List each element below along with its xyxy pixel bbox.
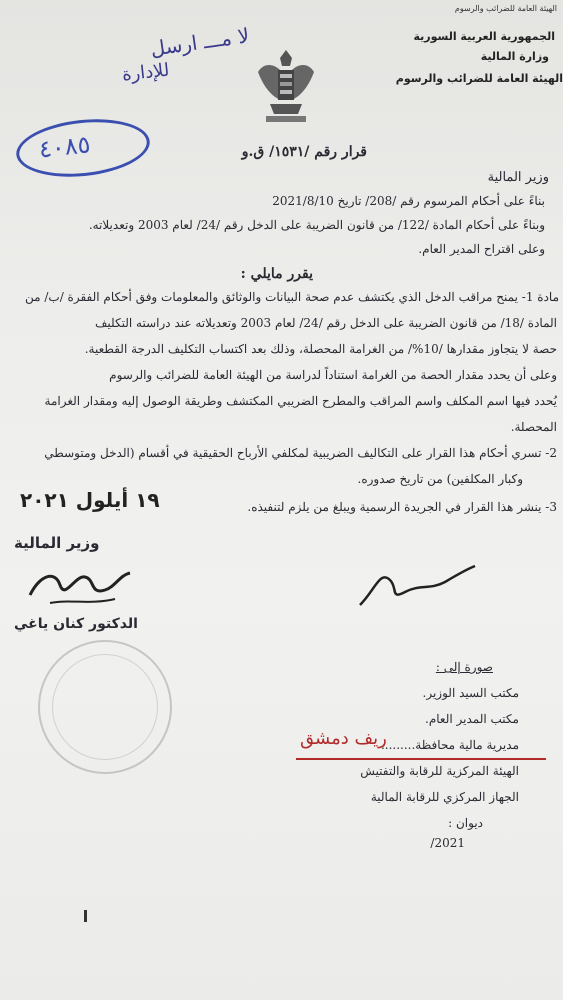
article-1-line-5: يُحدد فيها اسم المكلف واسم المراقب والمطرح الضريبي المكتشف وطريقة الوصول إليه ومقدار الغرامة	[44, 394, 557, 408]
copies-heading: صورة إلى :	[435, 660, 493, 674]
article-1-line-6: المحصلة.	[510, 420, 557, 434]
copy-item-6: ديوان :	[448, 816, 483, 830]
copy-item-1: مكتب السيد الوزير.	[422, 686, 519, 700]
second-signature-icon	[350, 560, 480, 620]
handwritten-note-2: للإدارة	[121, 59, 171, 86]
handwritten-note-1: لا مـــ ارسل	[148, 23, 251, 61]
issuer-title: وزير المالية	[487, 170, 549, 185]
article-2-line-2: وكبار المكلفين) من تاريخ صدوره.	[357, 472, 523, 486]
basis-line-2: وبناءً على أحكام المادة /122/ من قانون الضريبة على الدخل رقم /24/ لعام 2003 وتعديلاته.	[88, 218, 545, 232]
red-underline	[296, 758, 546, 760]
basis-line-3: وعلى اقتراح المدير العام.	[418, 242, 545, 256]
copy-item-5: الجهاز المركزي للرقابة المالية	[370, 790, 519, 804]
copy-item-3: مديرية مالية محافظة.........	[380, 738, 519, 752]
copy-item-7: 2021/	[430, 836, 465, 850]
letterhead-top-small: الهيئة العامة للضرائب والرسوم	[454, 4, 557, 13]
signatory-name: الدكتور كنان ياغي	[14, 616, 138, 632]
article-3-line-1: 3- ينشر هذا القرار في الجريدة الرسمية ويبلغ من يلزم لتنفيذه.	[247, 500, 557, 514]
handwritten-date: ١٩ أيلول ٢٠٢١	[20, 488, 160, 512]
signatory-title: وزير المالية	[14, 534, 100, 552]
copy-item-4: الهيئة المركزية للرقابة والتفتيش	[360, 764, 519, 778]
decides-heading: يقرر مايلي :	[240, 266, 313, 282]
ink-mark	[84, 910, 87, 922]
decision-number: قرار رقم /١٥٣١/ ق.و	[241, 144, 367, 160]
article-2-line-1: 2- تسري أحكام هذا القرار على التكاليف الضريبية لمكلفي الأرباح الحقيقية في أقسام (الدخل ومتوسطي	[44, 446, 557, 460]
minister-signature-icon	[20, 555, 140, 615]
handwritten-governorate: ريف دمشق	[300, 728, 387, 749]
article-1-line-2: المادة /18/ من قانون الضريبة على الدخل رقم /24/ لعام 2003 وتعديلاته عند دراسته التكليف	[94, 316, 557, 330]
basis-line-1: بناءً على أحكام المرسوم رقم /208/ تاريخ 2021/8/10	[272, 194, 545, 208]
incoming-stamp-number: ٤٠٨٥	[37, 130, 92, 164]
letterhead-ministry: وزارة المالية	[480, 50, 549, 63]
letterhead-authority: الهيئة العامة للضرائب والرسوم	[395, 72, 563, 85]
letterhead-republic: الجمهورية العربية السورية	[413, 30, 555, 43]
article-1-line-4: وعلى أن يحدد مقدار الحصة من الغرامة استناداً لدراسة من الهيئة العامة للضرائب والرسوم	[109, 368, 557, 382]
article-1-line-1: مادة 1- يمنح مراقب الدخل الذي يكتشف عدم صحة البيانات والوثائق والمعلومات وفق أحكام الفقرة /ب/ من	[24, 290, 559, 304]
copy-item-2: مكتب المدير العام.	[425, 712, 519, 726]
article-1-line-3: حصة لا يتجاوز مقدارها /10%/ من الغرامة المحصلة، وذلك بعد اكتساب التكليف الدرجة القطعية.	[84, 342, 557, 356]
eagle-emblem-icon	[250, 44, 322, 132]
